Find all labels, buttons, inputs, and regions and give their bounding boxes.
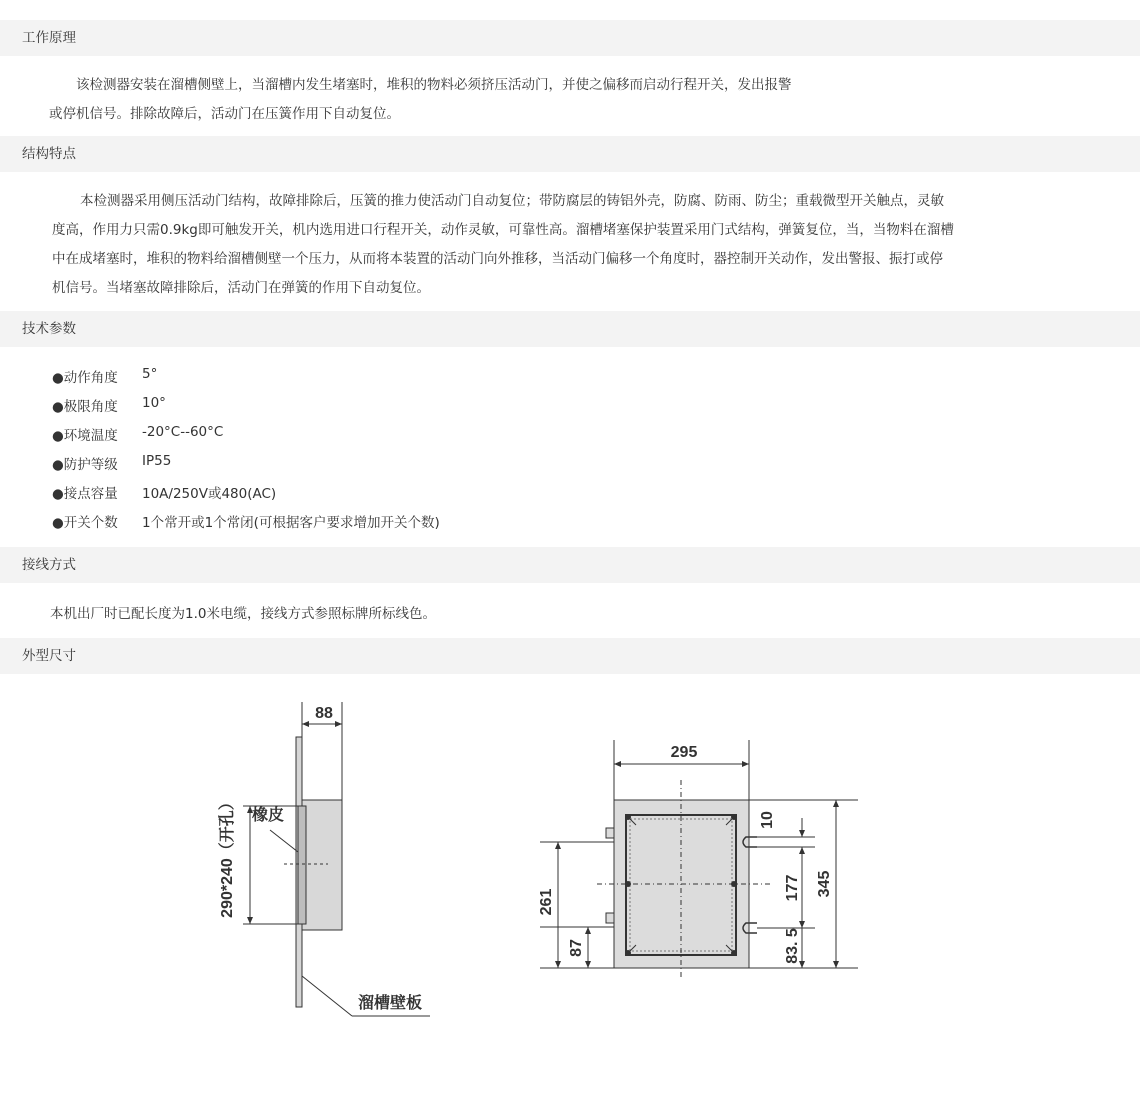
label-chute-wall: 溜槽壁板 [357, 995, 423, 1012]
front-view [540, 740, 858, 980]
features-line-2: 度高，作用力只需0.9kg即可触发开关，机内选用进口行程开关，动作灵敏，可靠性高。溜槽堵塞保护装置采用门式结构，弹簧复位，当，当物料在溜槽 [52, 222, 954, 238]
bullet-icon: ● [52, 370, 64, 386]
dim-88: 88 [315, 705, 333, 722]
spec-item [52, 453, 172, 473]
spec-label: 动作角度 [63, 370, 118, 386]
spec-item [52, 395, 166, 415]
dim-177: 177 [784, 874, 801, 902]
bullet-icon: ● [52, 486, 64, 502]
bullet-icon: ● [52, 428, 64, 444]
bullet-icon: ● [52, 457, 64, 473]
spec-label: 开关个数 [63, 515, 118, 531]
dim-295: 295 [670, 744, 698, 761]
side-view [243, 702, 430, 1016]
section-header-dimensions: 外型尺寸 [0, 638, 1140, 674]
spec-value: 1个常开或1个常闭(可根据客户要求增加开关个数) [142, 515, 440, 531]
principle-line-2: 或停机信号。排除故障后，活动门在压簧作用下自动复位。 [49, 106, 400, 122]
dim-261: 261 [538, 888, 555, 916]
spec-label: 接点容量 [63, 486, 118, 502]
dimension-drawing [0, 680, 1140, 1100]
spec-item [52, 424, 224, 444]
dim-87: 87 [568, 939, 585, 957]
dim-290-240: 290*240（开孔） [219, 794, 236, 918]
spec-label: 环境温度 [63, 428, 118, 444]
section-header-principle: 工作原理 [0, 20, 1140, 56]
features-line-4: 机信号。当堵塞故障排除后，活动门在弹簧的作用下自动复位。 [52, 280, 430, 296]
spec-value: IP55 [142, 453, 172, 469]
label-rubber: 橡皮 [251, 807, 285, 824]
device-body [302, 800, 342, 930]
features-line-1: 本检测器采用侧压活动门结构，故障排除后，压簧的推力使活动门自动复位；带防腐层的铸铝外壳，防腐、防雨、防尘；重载微型开关触点，灵敏 [80, 193, 944, 209]
dim-345: 345 [816, 870, 833, 898]
features-line-3: 中在成堵塞时，堆积的物料给溜槽侧壁一个压力，从而将本装置的活动门向外推移，当活动门偏移一个角度时，器控制开关动作，发出警报、振打或停 [52, 251, 943, 267]
dim-10: 10 [759, 811, 776, 829]
section-header-features: 结构特点 [0, 136, 1140, 172]
spec-label: 极限角度 [63, 399, 118, 415]
principle-line-1: 该检测器安装在溜槽侧壁上，当溜槽内发生堵塞时，堆积的物料必须挤压活动门，并使之偏移而启动行程开关，发出报警 [76, 77, 792, 93]
spec-item [52, 366, 158, 386]
spec-value: 10A/250V或480(AC) [142, 486, 277, 502]
spec-label: 防护等级 [63, 457, 118, 473]
spec-value: 10° [142, 395, 166, 411]
bullet-icon: ● [52, 515, 64, 531]
dim-83-5: 83. 5 [784, 928, 801, 964]
section-header-specs: 技术参数 [0, 311, 1140, 347]
wiring-text: 本机出厂时已配长度为1.0米电缆，接线方式参照标牌所标线色。 [50, 606, 436, 622]
rubber-strip [298, 806, 306, 924]
section-header-wiring: 接线方式 [0, 547, 1140, 583]
spec-value: -20°C--60°C [142, 424, 224, 440]
spec-value: 5° [142, 366, 158, 382]
spec-item [52, 511, 440, 531]
spec-item [52, 482, 277, 502]
bullet-icon: ● [52, 399, 64, 415]
